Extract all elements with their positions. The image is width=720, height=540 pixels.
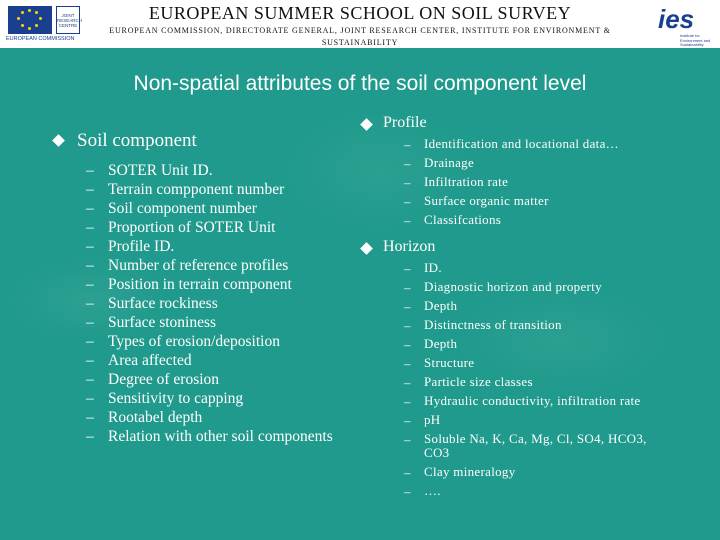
list-item [86,350,344,369]
ies-wordmark: ies [658,4,695,34]
list-item-text: Surface rockiness [108,295,218,312]
list-item [404,430,662,463]
dash-bullet: – [404,299,411,314]
jrc-line: RESEARCH [57,18,83,23]
school-title: EUROPEAN SUMMER SCHOOL ON SOIL SURVEY [148,3,572,23]
dash-bullet: – [404,337,411,352]
list-item [404,354,662,373]
right-column [362,114,662,501]
list-item [404,259,662,278]
list-item-text: Profile ID. [108,238,175,255]
dash-bullet: – [404,175,411,190]
bullet-heading: Soil component [77,130,197,151]
list-item [404,154,662,173]
list-item [404,278,662,297]
bullet-soil-component [54,130,344,152]
list-item-text: Soil component number [108,200,257,217]
jrc-line: CENTRE [58,23,78,28]
list-item [86,312,344,331]
bullet-profile [362,114,662,132]
list-item-text: Degree of erosion [108,371,220,388]
list-item-text: Sensitivity to capping [108,390,244,407]
list-item-text: Drainage [424,155,475,170]
list-item [404,392,662,411]
dash-bullet: – [86,162,94,179]
list-item-text: Surface stoniness [108,314,217,331]
list-item [86,331,344,350]
dash-bullet: – [404,484,411,499]
header-bar [0,0,720,48]
list-item [86,426,344,445]
list-item-text: Infiltration rate [424,174,509,189]
dash-bullet: – [404,280,411,295]
soil-component-list [86,160,344,445]
list-item-text: Depth [424,298,458,313]
list-item [86,388,344,407]
dash-bullet: – [404,432,411,447]
list-item [86,255,344,274]
list-item-text: Identification and locational data… [424,136,619,151]
ies-logo [650,4,714,47]
dash-bullet: – [86,276,94,293]
diamond-bullet-icon [360,242,373,255]
list-item [404,211,662,230]
dash-bullet: – [404,394,411,409]
list-item [86,160,344,179]
list-item-text: Types of erosion/deposition [108,333,280,350]
list-item [404,411,662,430]
dash-bullet: – [404,465,411,480]
dash-bullet: – [404,413,411,428]
list-item-text: Position in terrain component [108,276,292,293]
list-item [86,293,344,312]
list-item [404,192,662,211]
list-item-text: Clay mineralogy [424,464,516,479]
list-item-text: Surface organic matter [424,193,549,208]
dash-bullet: – [404,318,411,333]
left-column [54,130,344,445]
list-item-text: Structure [424,355,475,370]
dash-bullet: – [404,375,411,390]
bullet-heading: Profile [383,114,427,131]
list-item-text: Hydraulic conductivity, infiltration rate [424,393,641,408]
list-item-text: ID. [424,260,442,275]
list-item-text: …. [424,483,441,498]
list-item [86,179,344,198]
list-item [404,373,662,392]
dash-bullet: – [86,238,94,255]
horizon-list [404,259,662,501]
dash-bullet: – [86,333,94,350]
diamond-bullet-icon [360,118,373,131]
dash-bullet: – [86,409,94,426]
eu-flag-logo [8,6,52,34]
list-item-text: Proportion of SOTER Unit [108,219,276,236]
list-item-text: Classifcations [424,212,502,227]
list-item-text: Relation with other soil components [108,428,333,445]
list-item [86,236,344,255]
list-item-text: pH [424,412,441,427]
list-item [404,173,662,192]
list-item-text: Rootabel depth [108,409,203,426]
dash-bullet: – [86,200,94,217]
dash-bullet: – [86,181,94,198]
list-item-text: Diagnostic horizon and property [424,279,602,294]
list-item [404,335,662,354]
list-item-text: Depth [424,336,458,351]
dash-bullet: – [86,314,94,331]
dash-bullet: – [404,137,411,152]
eu-caption: EUROPEAN COMMISSION [6,36,75,42]
bullet-horizon [362,238,662,256]
jrc-line: JOINT [61,13,75,18]
dash-bullet: – [86,352,94,369]
dash-bullet: – [86,219,94,236]
ies-subtitle: Institute for Environment and Sustainability [680,33,711,47]
dash-bullet: – [86,257,94,274]
list-item [404,135,662,154]
list-item-text: Soluble Na, K, Ca, Mg, Cl, SO4, HCO3, CO3 [424,431,647,460]
slide-title: Non-spatial attributes of the soil component level [133,72,587,95]
organization-line: EUROPEAN COMMISSION, DIRECTORATE GENERAL, JOINT RESEARCH CENTER, INSTITUTE FOR ENVIRONMENT & SUSTAINABILITY [109,26,611,47]
dash-bullet: – [86,295,94,312]
list-item-text: Area affected [108,352,192,369]
diamond-bullet-icon [52,134,65,147]
list-item-text: Terrain compponent number [108,181,285,198]
profile-list [404,135,662,230]
dash-bullet: – [404,261,411,276]
dash-bullet: – [86,371,94,388]
dash-bullet: – [404,356,411,371]
list-item [404,316,662,335]
list-item [86,217,344,236]
list-item [86,198,344,217]
list-item-text: SOTER Unit ID. [108,162,213,179]
dash-bullet: – [86,390,94,407]
jrc-logo [56,6,83,34]
list-item [404,297,662,316]
dash-bullet: – [404,213,411,228]
list-item [404,482,662,501]
list-item [86,369,344,388]
bullet-heading: Horizon [383,238,436,255]
dash-bullet: – [404,156,411,171]
list-item-text: Number of reference profiles [108,257,289,274]
dash-bullet: – [404,194,411,209]
dash-bullet: – [86,428,94,445]
list-item [404,463,662,482]
list-item-text: Particle size classes [424,374,533,389]
list-item [86,407,344,426]
list-item-text: Distinctness of transition [424,317,562,332]
list-item [86,274,344,293]
